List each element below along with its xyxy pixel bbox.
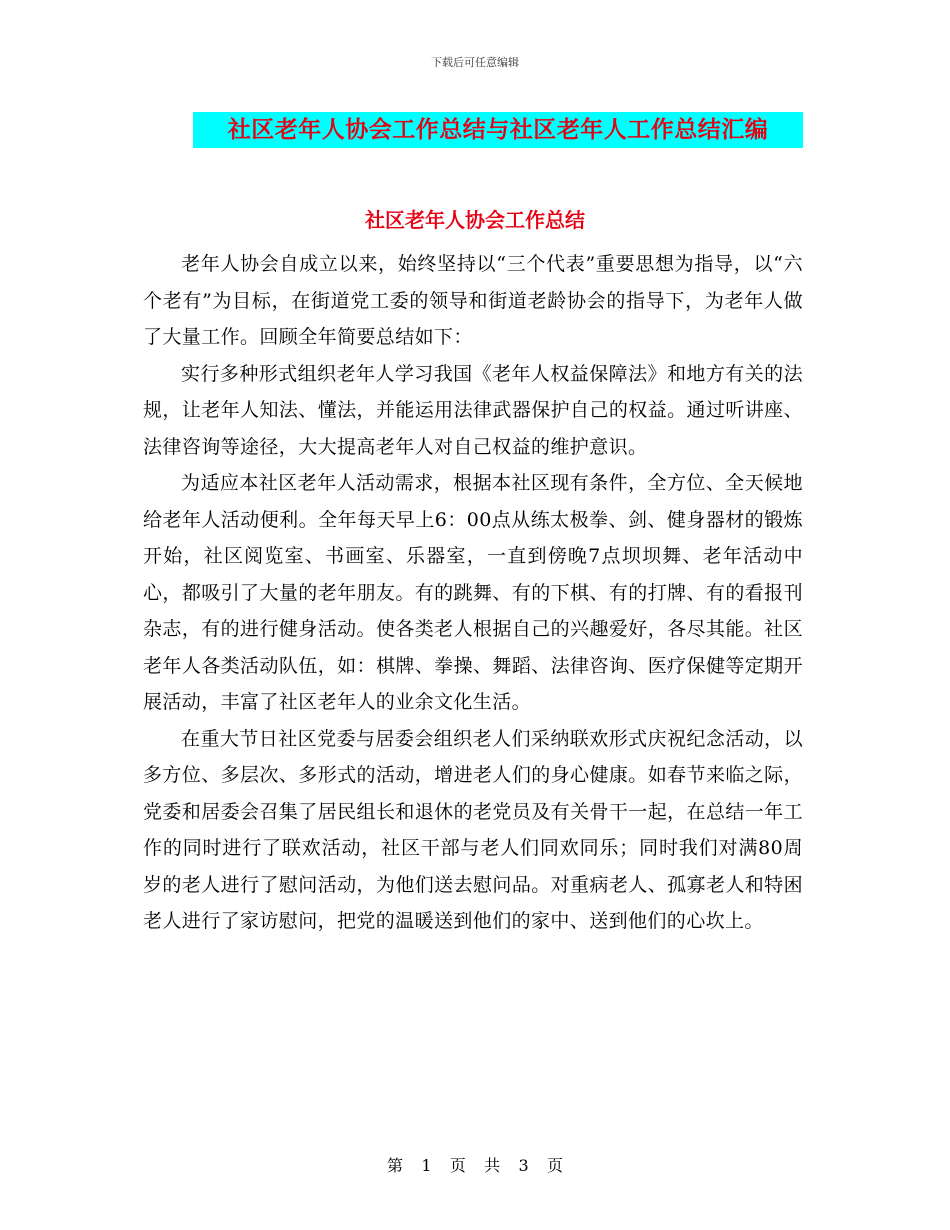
footer-total-unit: 页 xyxy=(546,1156,563,1175)
footer-page-label: 第 xyxy=(387,1156,404,1175)
header-note: 下载后可任意编辑 xyxy=(431,56,519,69)
footer-current-page: 1 xyxy=(421,1156,432,1175)
paragraph: 为适应本社区老年人活动需求，根据本社区现有条件，全方位、全天候地给老年人活动便利。全年每天早上6：00点从练太极拳、剑、健身器材的锻炼开始，社区阅览室、书画室、乐器室，一直到傍晚7点坝坝舞、老年活动中心，都吸引了大量的老年朋友。有的跳舞、有的下棋、有的打牌、有的看报刊杂志，有的进行健身活动。使各类老人根据自己的兴趣爱好，各尽其能。社区老年人各类活动队伍，如：棋牌、拳操、舞蹈、法律咨询、医疗保健等定期开展活动，丰富了社区老年人的业余文化生活。 xyxy=(143,472,803,713)
footer-page-unit: 页 xyxy=(449,1156,466,1175)
paragraph: 实行多种形式组织老年人学习我国《老年人权益保障法》和地方有关的法规，让老年人知法、懂法，并能运用法律武器保护自己的权益。通过听讲座、法律咨询等途径，大大提高老年人对自己权益的维护意识。 xyxy=(143,362,803,458)
footer-total-pages: 3 xyxy=(518,1156,529,1175)
document-body xyxy=(143,246,803,940)
paragraph: 在重大节日社区党委与居委会组织老人们采纳联欢形式庆祝纪念活动，以多方位、多层次、多形式的活动，增进老人们的身心健康。如春节来临之际，党委和居委会召集了居民组长和退休的老党员及有关骨干一起，在总结一年工作的同时进行了联欢活动，社区干部与老人们同欢同乐；同时我们对满80周岁的老人进行了慰问活动，为他们送去慰问品。对重病老人、孤寡老人和特困老人进行了家访慰问，把党的温暖送到他们的家中、送到他们的心坎上。 xyxy=(143,727,803,932)
section-title: 社区老年人协会工作总结 xyxy=(365,208,585,232)
main-title: 社区老年人协会工作总结与社区老年人工作总结汇编 xyxy=(193,112,803,148)
footer-total-label: 共 xyxy=(484,1156,501,1175)
paragraph: 老年人协会自成立以来，始终坚持以“三个代表”重要思想为指导，以“六个老有”为目标，在街道党工委的领导和街道老龄协会的指导下，为老年人做了大量工作。回顾全年简要总结如下： xyxy=(143,253,803,348)
main-title-container xyxy=(193,112,803,148)
page-footer xyxy=(0,1153,950,1176)
